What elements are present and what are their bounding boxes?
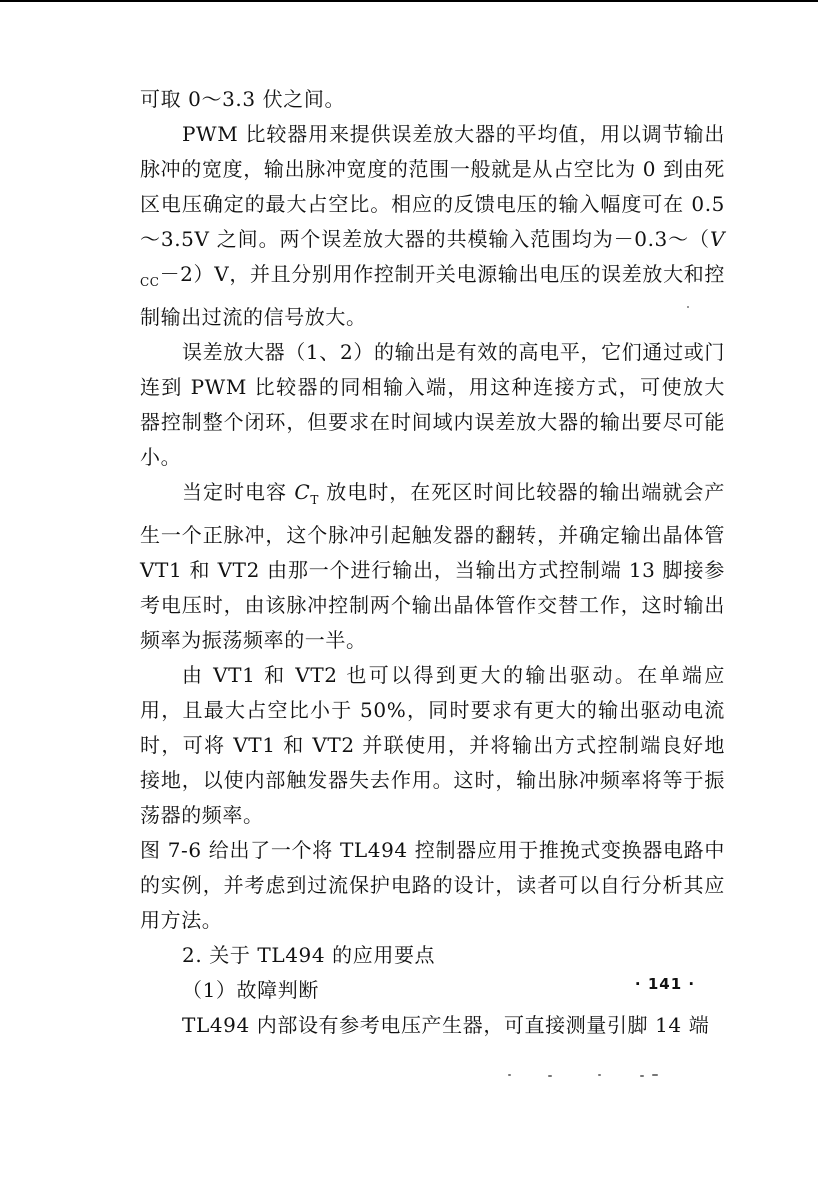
paragraph-0: 可取 0～3.3 伏之间。 [140,87,346,111]
paragraph-5: 图 7-6 给出了一个将 TL494 控制器应用于推挽式变换器电路中的实例，并考虑到过流保护电路的设计，读者可以自行分析其应用方法。 [140,838,725,932]
paragraph-2: 误差放大器（1、2）的输出是有效的高电平，它们通过或门连到 PWM 比较器的同相输入端，用这种连接方式，可使放大器控制整个闭环，但要求在时间域内误差放大器的输出要尽可能小。 [140,340,725,469]
page-body [140,82,725,1043]
subsection-heading: （1）故障判断 [182,978,319,1002]
scan-speck [687,306,689,308]
scan-speck [652,1074,658,1076]
section-heading: 2. 关于 TL494 的应用要点 [182,943,436,967]
top-rule [0,0,818,2]
scan-speck [640,1075,644,1077]
page-number: · 141 · [634,975,696,993]
paragraph-1: PWM 比较器用来提供误差放大器的平均值，用以调节输出脉冲的宽度，输出脉冲宽度的范围一般就是从占空比为 0 到由死区电压确定的最大占空比。相应的反馈电压的输入幅度可在 0.5～3.5V 之间。两个误差放大器的共模输入范围均为$-0.3\sim(V_{CC}-2)V$，并且分别用作控制开关电源输出电压的误差放大和控制输出过流的信号放大。 [140,122,725,329]
scan-speck [598,1074,601,1076]
scan-speck [548,1075,552,1077]
paragraph-last: TL494 内部设有参考电压产生器，可直接测量引脚 14 端 [182,1013,710,1037]
paragraph-3: 当定时电容 $C_T$ 放电时，在死区时间比较器的输出端就会产生一个正脉冲，这个脉冲引起触发器的翻转，并确定输出晶体管 VT1 和 VT2 由那一个进行输出，当输出方式控制端 13 脚接参考电压时，由该脉冲控制两个输出晶体管作交替工作，这时输出频率为振荡频率的一半。 [140,480,725,652]
scan-speck [508,1074,511,1076]
paragraph-4: 由 VT1 和 VT2 也可以得到更大的输出驱动。在单端应用，且最大占空比小于 50%，同时要求有更大的输出驱动电流时，可将 VT1 和 VT2 并联使用，并将输出方式控制端良好地接地，以使内部触发器失去作用。这时，输出脉冲频率将等于振荡器的频率。 [140,663,725,827]
